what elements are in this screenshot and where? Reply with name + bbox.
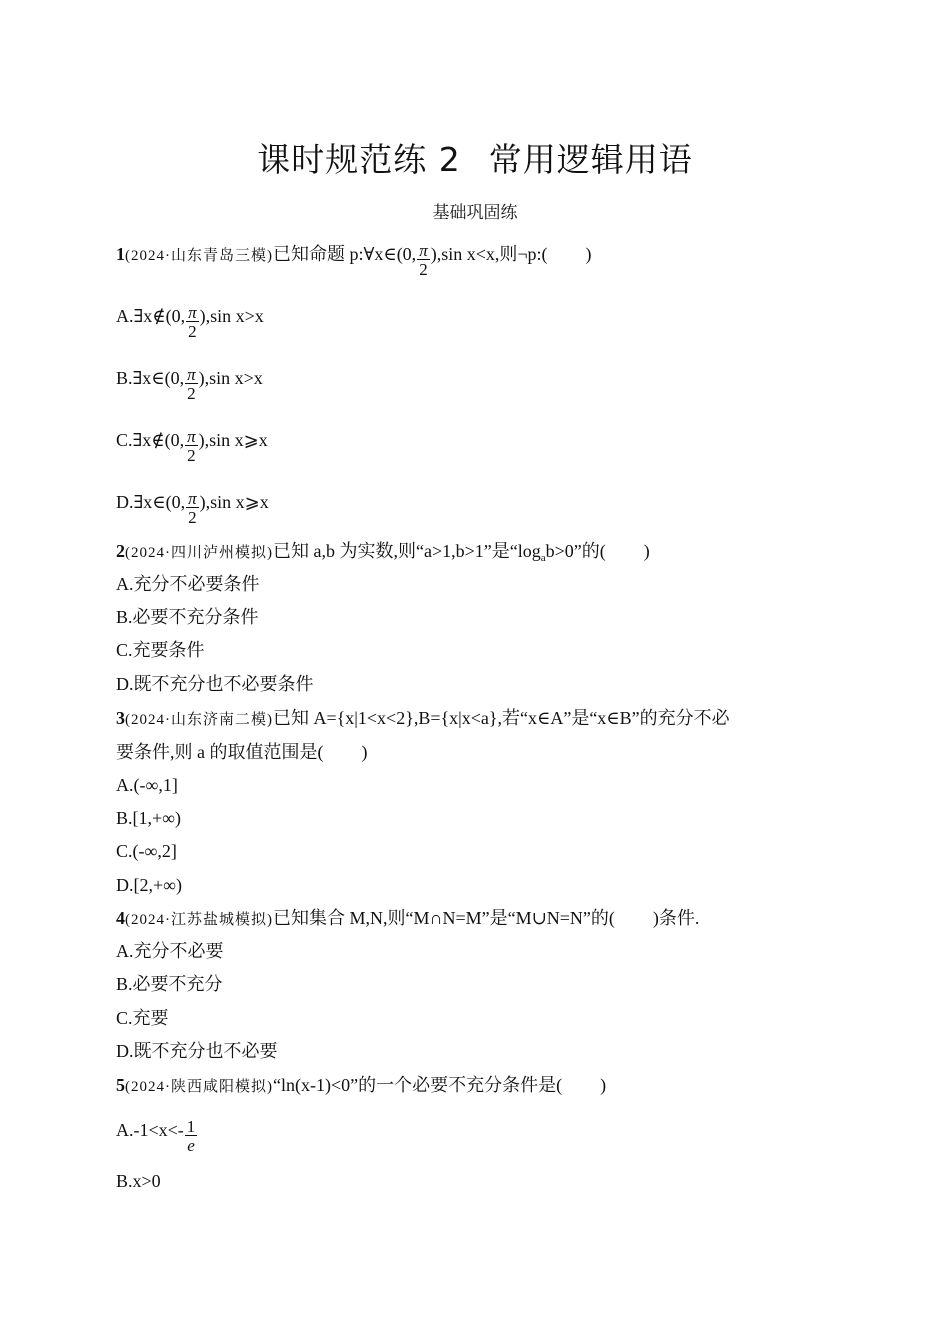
stem-text: )条件. [652,908,700,928]
option-text: A.∃x∉(0, [116,306,186,327]
fraction [186,490,199,526]
option-c: C.充要条件 [116,640,205,660]
option-d [116,486,269,527]
title-topic: 常用逻辑用语 [488,140,693,179]
option-b: B.必要不充分条件 [116,607,259,627]
option-d: D.既不充分也不必要 [116,1041,278,1061]
option-text: C.∃x∉(0, [116,430,185,451]
option-text: ),sin x>x [198,368,263,389]
option-a [116,1114,198,1155]
stem-text: b>0”的( [545,541,606,561]
question-source: (2024·陕西咸阳模拟) [125,1079,273,1095]
fraction-numerator: π [187,427,196,446]
question-number: 5 [116,1075,125,1095]
fraction [417,242,430,278]
question-3-stem [116,706,730,732]
fraction-denominator: 2 [188,508,197,527]
fraction-numerator: π [188,303,197,322]
option-text: ),sin x⩾x [199,492,269,513]
option-c [116,424,268,465]
question-5-stem [116,1073,606,1099]
option-a [116,300,264,341]
stem-text: ) [585,244,592,265]
question-source: (2024·山东济南二模) [125,712,273,728]
option-c: C.充要 [116,1008,169,1028]
option-text: A.-1<x<- [116,1120,184,1141]
option-c: C.(-∞,2] [116,841,177,861]
stem-text: 已知命题 [273,244,350,265]
page-title [0,134,950,181]
question-number: 1 [116,244,125,265]
question-4-stem [116,906,699,932]
option-d: D.[2,+∞) [116,875,182,895]
option-text: D.∃x∈(0, [116,492,186,513]
stem-text: 已知集合 M,N,则“M∩N=M”是“M∪N=N”的( [273,908,615,928]
fraction [185,428,198,464]
option-b: B.必要不充分 [116,974,223,994]
title-main: 课时规范练 2 [257,140,461,179]
option-a: A.充分不必要条件 [116,574,260,594]
question-number: 3 [116,708,125,728]
option-text: B.∃x∈(0, [116,368,185,389]
stem-text: 已知 A={x|1<x<2},B={x|x<a},若“x∈A”是“x∈B”的充分不必 [273,708,730,728]
fraction-numerator: π [187,365,196,384]
subscript: a [540,552,546,564]
question-number: 2 [116,541,125,561]
option-d: D.既不充分也不必要条件 [116,674,314,694]
stem-text: ) [361,742,368,762]
fraction-denominator: e [187,1136,195,1155]
stem-text: p:∀x∈(0, [349,244,417,265]
fraction [186,304,199,340]
stem-text: ) [643,541,650,561]
question-2-stem [116,539,650,566]
stem-text: 已知 a,b 为实数,则“a>1,b>1”是“log [273,541,541,561]
stem-text: ) [600,1075,607,1095]
question-source: (2024·山东青岛三模) [125,248,273,265]
fraction-denominator: 2 [419,260,428,279]
fraction [185,1118,198,1154]
fraction-numerator: π [419,241,428,260]
option-text: ),sin x⩾x [198,430,268,451]
stem-text: 要条件,则 a 的取值范围是( [116,742,324,762]
question-3-stem-continued [116,740,367,764]
section-heading: 基础巩固练 [432,203,518,223]
fraction-denominator: 2 [187,384,196,403]
stem-text: ),sin x<x,则¬p:( [430,244,548,265]
fraction-numerator: π [188,489,197,508]
option-a: A.充分不必要 [116,941,224,961]
fraction-numerator: 1 [186,1117,196,1136]
option-b [116,362,263,403]
fraction [185,366,198,402]
option-a: A.(-∞,1] [116,775,178,795]
question-source: (2024·四川泸州模拟) [125,545,273,561]
question-source: (2024·江苏盐城模拟) [125,912,273,928]
option-text: ),sin x>x [199,306,264,327]
stem-text: “ln(x-1)<0”的一个必要不充分条件是( [273,1075,563,1095]
question-1-stem [116,238,592,279]
fraction-denominator: 2 [187,446,196,465]
question-number: 4 [116,908,125,928]
fraction-denominator: 2 [188,322,197,341]
option-b: B.[1,+∞) [116,808,181,828]
option-b: B.x>0 [116,1171,161,1191]
